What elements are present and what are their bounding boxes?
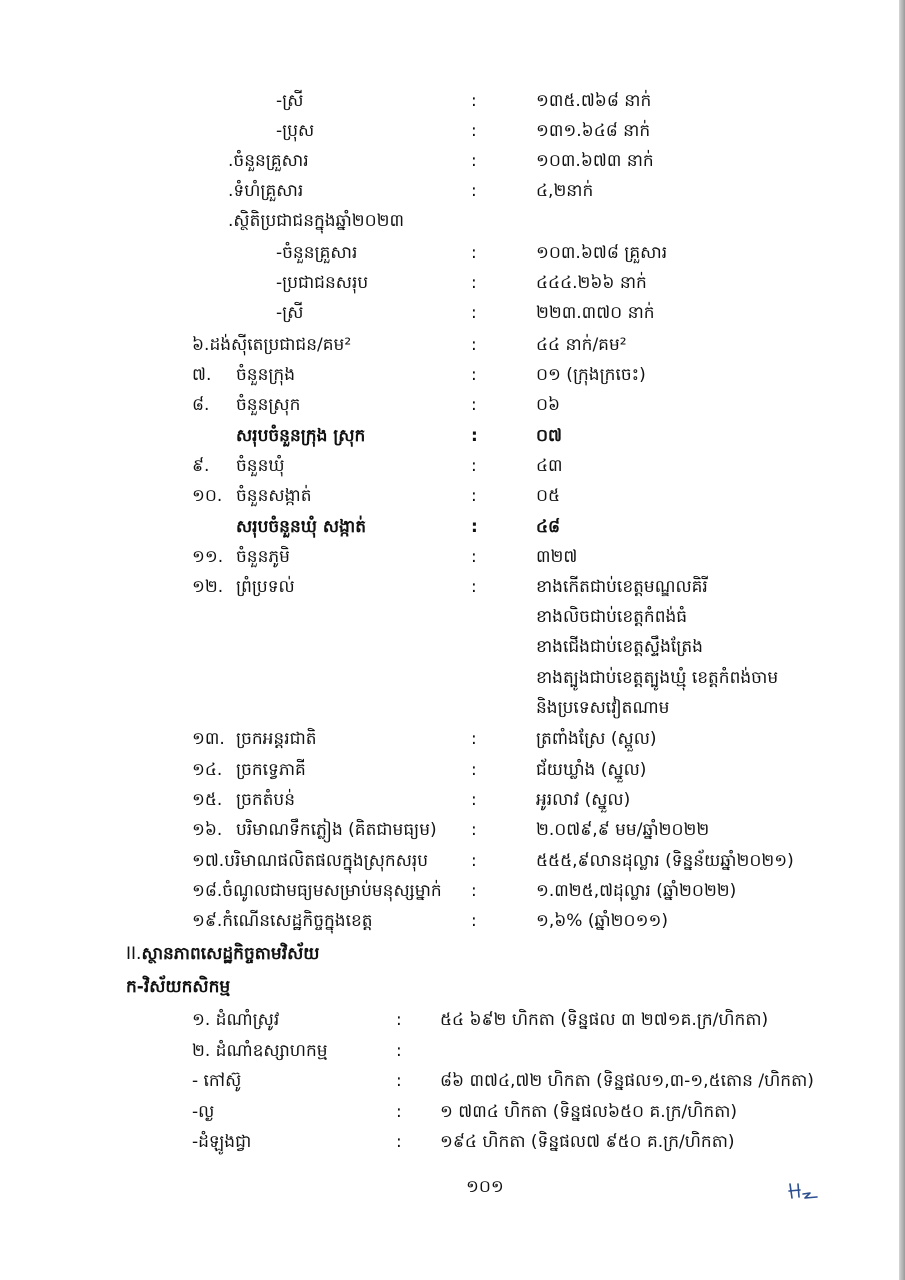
stat-label: ២. ដំណាំឧស្សាហកម្ម <box>192 1041 328 1061</box>
stat-row <box>192 542 832 572</box>
colon: : <box>396 1041 402 1061</box>
colon: : <box>471 456 477 476</box>
stat-label: ១. ដំណាំស្រូវ <box>192 1010 280 1030</box>
stat-row <box>192 360 832 390</box>
stat-label: ១៧.បរិមាណផលិតផលក្នុងស្រុកសរុប <box>192 851 429 871</box>
stat-row <box>192 481 832 511</box>
section-roman-numeral: II. <box>126 944 142 964</box>
colon: : <box>471 760 477 780</box>
colon: : <box>471 577 477 597</box>
stat-label: -ប្រជាជនសរុប <box>276 273 369 293</box>
stat-value: អូរលាវ (ស្នួល) <box>536 790 631 810</box>
stat-label: ចំនួនក្រុង <box>236 365 296 385</box>
stat-row <box>228 146 828 176</box>
stat-value: ១៣៥.៧៦៨ នាក់ <box>536 91 652 111</box>
stat-row <box>192 846 832 876</box>
border-line: និងប្រទេសវៀតណាម <box>536 698 670 718</box>
stat-value: ០៧ <box>536 426 562 446</box>
colon: : <box>471 517 478 537</box>
colon: : <box>471 911 477 931</box>
stat-row <box>192 1066 852 1096</box>
stat-value: ១ ៧៣៤ ហិកតា (ទិន្នផល៦៥០ គ.ក្រ/ហិកតា) <box>440 1102 738 1122</box>
stat-label: ព្រំប្រទល់ <box>236 577 295 597</box>
stat-label: ១៩.កំណើនសេដ្ឋកិច្ចក្នុងខេត្ត <box>192 911 373 931</box>
stat-value: ៥៥៥,៩លានដុល្លារ (ទិន្នន័យឆ្នាំ២០២១) <box>536 851 794 871</box>
stat-row <box>192 906 832 936</box>
colon: : <box>471 820 477 840</box>
stat-row <box>192 1127 832 1157</box>
stat-row <box>192 785 832 815</box>
stat-row <box>192 876 832 906</box>
item-number: ១២. <box>192 577 224 597</box>
stat-value: ០៦ <box>536 395 561 415</box>
stat-value: ៤៤ នាក់/គម² <box>536 335 627 355</box>
stat-label: ចំនួនភូមិ <box>236 547 290 567</box>
item-number: ១០. <box>192 486 223 506</box>
item-number: ១៣. <box>192 729 225 749</box>
stat-row <box>192 724 832 754</box>
sub-heading: ក-វិស័យកសិកម្ម <box>126 977 231 997</box>
stat-label: -ចំនួនគ្រួសារ <box>276 243 358 263</box>
stat-label: ១៨.ចំណូលជាមធ្យមសម្រាប់មនុស្សម្នាក់ <box>192 881 442 901</box>
section-heading <box>126 939 320 969</box>
colon: : <box>471 426 478 446</box>
stat-row <box>192 1097 832 1127</box>
item-number: ១៦. <box>192 820 223 840</box>
stat-value: ៤៣ <box>536 456 563 476</box>
stat-label: -ស្រី <box>276 303 304 323</box>
colon: : <box>471 395 477 415</box>
colon: : <box>471 243 477 263</box>
stat-row-total <box>192 512 832 542</box>
colon: : <box>471 365 477 385</box>
stat-label: ចំនួនស្រុក <box>236 395 301 415</box>
border-line: ខាងលិចជាប់ខេត្តកំពង់ធំ <box>536 607 688 627</box>
page-number: ១០១ <box>466 1177 504 1197</box>
stat-label: បរិមាណទឹកភ្លៀង (គិតជាមធ្យម) <box>236 820 437 840</box>
item-number: ៧. <box>192 365 212 385</box>
stat-label: .ស្ថិតិប្រជាជនក្នុងឆ្នាំ២០២៣ <box>228 211 405 231</box>
colon: : <box>471 181 477 201</box>
stat-row-total <box>192 421 832 451</box>
item-number: ៨. <box>192 395 210 415</box>
stat-value: ០១ (ក្រុងក្រចេះ) <box>536 365 646 385</box>
stat-label: ចំនួនសង្កាត់ <box>236 486 312 506</box>
colon: : <box>471 91 477 111</box>
colon: : <box>471 486 477 506</box>
stat-value: ៤,២នាក់ <box>536 181 594 201</box>
stat-value: ២.០៧៩,៩ មម/ឆ្នាំ២០២២ <box>536 820 710 840</box>
colon: : <box>471 729 477 749</box>
colon: : <box>396 1132 402 1152</box>
section-title: ស្ថានភាពសេដ្ឋកិច្ចតាមវិស័យ <box>141 944 320 964</box>
stat-row-heading <box>228 206 828 236</box>
colon: : <box>471 151 477 171</box>
stat-value: ៨៦ ៣៧៤,៧២ ហិកតា (ទិន្នផល១,៣-១,៥តោន /ហិកតា) <box>440 1071 814 1091</box>
stat-value: ២២៣.៣៧០ នាក់ <box>536 303 655 323</box>
colon: : <box>471 335 477 355</box>
colon: : <box>471 547 477 567</box>
stat-label: ច្រកតំបន់ <box>236 790 296 810</box>
stat-label: .ទំហំគ្រួសារ <box>228 181 304 201</box>
stat-value: ០៥ <box>536 486 561 506</box>
stat-row <box>192 572 832 602</box>
item-number: ១៤. <box>192 760 223 780</box>
colon: : <box>471 881 477 901</box>
stat-label: ៦.ដង់ស៊ីតេប្រជាជន/គម² <box>192 335 352 355</box>
stat-value: ១៩៤ ហិកតា (ទិន្នផល៧ ៩៥០ គ.ក្រ/ហិកតា) <box>440 1132 735 1152</box>
stat-value: ៣២៧ <box>536 547 578 567</box>
stat-row <box>192 1005 832 1035</box>
stat-label: -ប្រុស <box>276 121 315 141</box>
stat-row <box>276 298 836 328</box>
colon: : <box>396 1102 402 1122</box>
stat-value: ត្រពាំងស្រែ (ស្ពួល) <box>536 729 657 749</box>
stat-row <box>276 116 836 146</box>
stat-label: - កៅស៊ូ <box>192 1071 242 1091</box>
stat-row <box>276 238 836 268</box>
stat-row <box>192 330 832 360</box>
colon: : <box>471 121 477 141</box>
border-line: ខាងជើងជាប់ខេត្តស្ទឹងត្រែង <box>536 637 703 657</box>
stat-row <box>228 176 828 206</box>
page-edge-shadow <box>899 0 905 1280</box>
stat-label: ច្រកទ្វេភាគី <box>236 760 306 780</box>
stat-value: ខាងកើតជាប់ខេត្តមណ្ឌលគិរី <box>536 577 708 597</box>
stat-value: ៤៤៤.២៦៦ នាក់ <box>536 273 647 293</box>
stat-label: -ល្ង <box>192 1102 215 1122</box>
colon: : <box>471 273 477 293</box>
stat-value: ៥៤ ៦៩២ ហិកតា (ទិន្នផល ៣ ២៧១គ.ក្រ/ហិកតា) <box>440 1010 769 1030</box>
stat-label: -ដំឡូងជ្វា <box>192 1132 252 1152</box>
stat-label: ច្រកអន្តរជាតិ <box>236 729 317 749</box>
stat-row <box>192 755 832 785</box>
stat-row <box>276 268 836 298</box>
stat-row <box>192 451 832 481</box>
stat-row <box>192 390 832 420</box>
item-number: ១១. <box>192 547 224 567</box>
colon: : <box>396 1071 402 1091</box>
border-line: ខាងត្បូងជាប់ខេត្តត្បូងឃ្មុំ ខេត្តកំពង់ចាម <box>536 668 779 688</box>
stat-value: ១០៣.៦៧៣ នាក់ <box>536 151 654 171</box>
colon: : <box>396 1010 402 1030</box>
stat-label: ចំនួនឃុំ <box>236 456 285 476</box>
stat-value: ១,៦% (ឆ្នាំ២០១១) <box>536 911 668 931</box>
stat-row <box>276 86 836 116</box>
stat-label: .ចំនួនគ្រួសារ <box>228 151 309 171</box>
stat-value: ៤៨ <box>536 517 561 537</box>
item-number: ១៥. <box>192 790 223 810</box>
stat-row <box>192 1036 832 1066</box>
stat-value: ជ័យឃ្លាំង (ស្នួល) <box>536 760 647 780</box>
stat-row <box>192 815 832 845</box>
stat-label: -ស្រី <box>276 91 304 111</box>
stat-label: សរុបចំនួនក្រុង ស្រុក <box>236 426 366 446</box>
colon: : <box>471 790 477 810</box>
colon: : <box>471 303 477 323</box>
stat-label: សរុបចំនួនឃុំ សង្កាត់ <box>236 517 367 537</box>
stat-value: ១.៣២៥,៧ដុល្លារ (ឆ្នាំ២០២២) <box>536 881 737 901</box>
stat-value: ១៣១.៦៤៨ នាក់ <box>536 121 651 141</box>
item-number: ៩. <box>192 456 210 476</box>
handwritten-initials-icon <box>786 1178 820 1202</box>
colon: : <box>471 851 477 871</box>
stat-value: ១០៣.៦៧៨ គ្រួសារ <box>536 243 668 263</box>
